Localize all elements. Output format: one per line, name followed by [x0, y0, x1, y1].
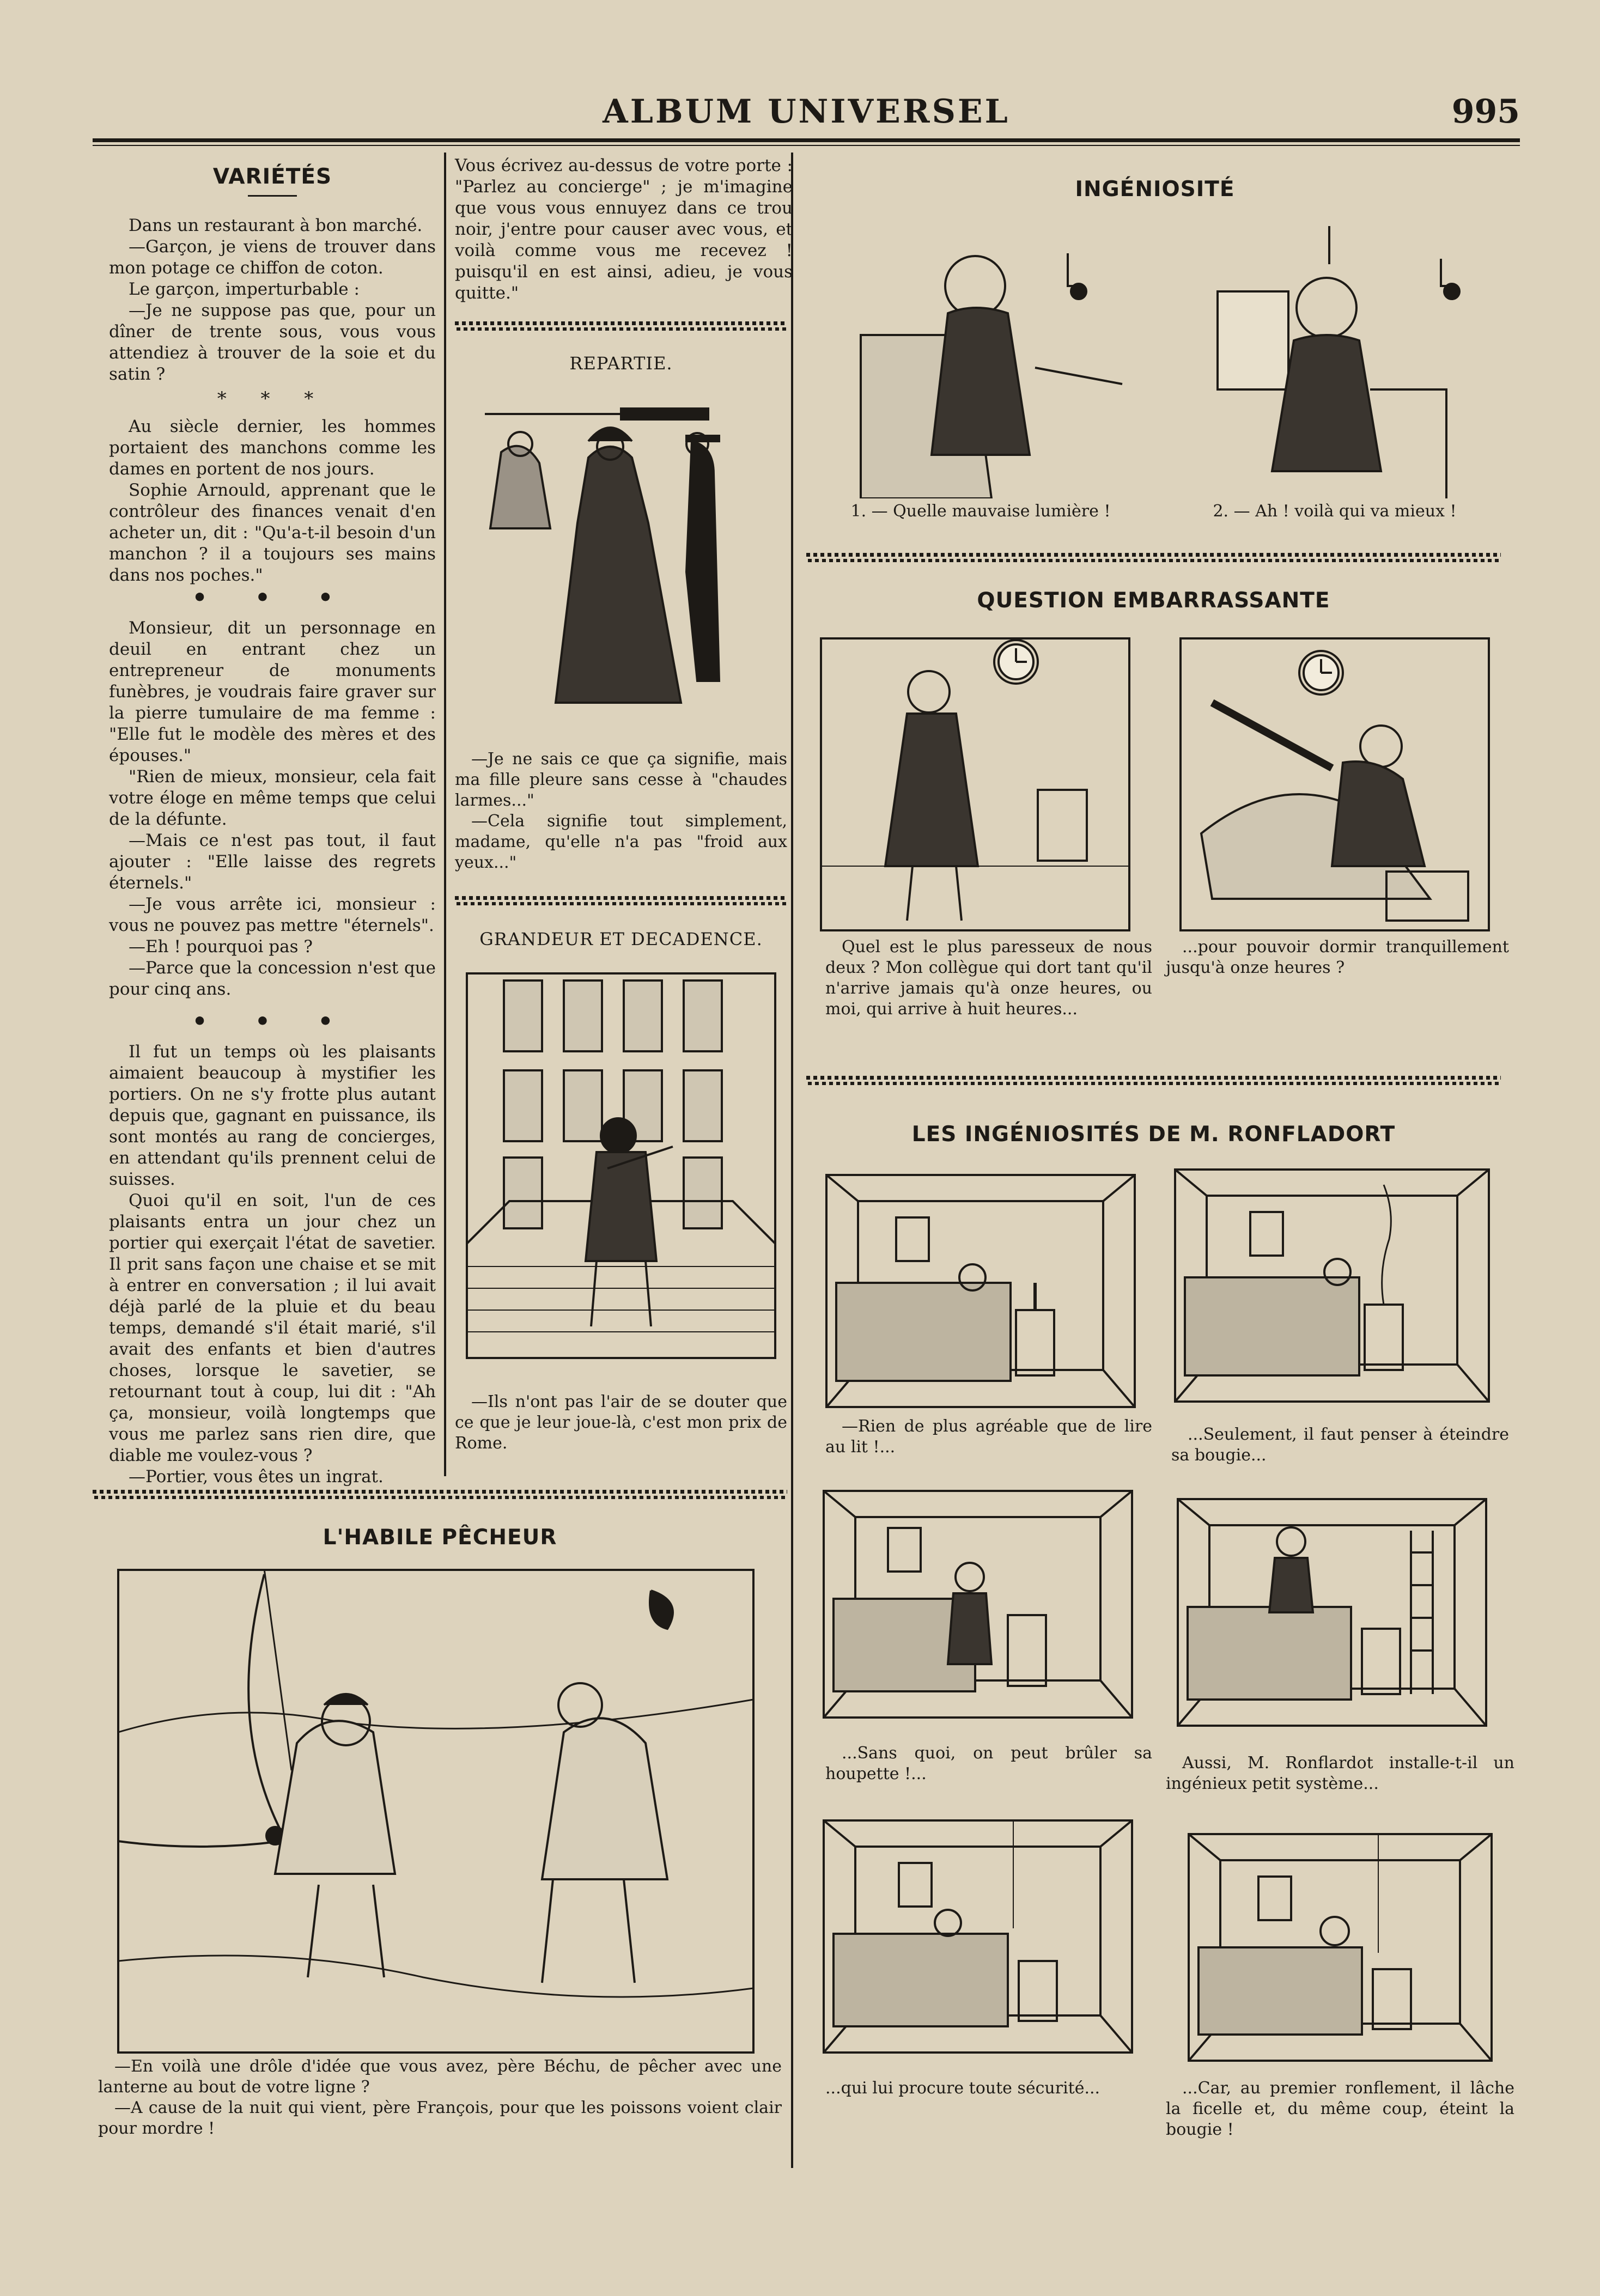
header-rule	[93, 138, 1520, 142]
pecheur-caption	[98, 2056, 782, 2139]
caption-line: ...pour pouvoir dormir tranquillement jusqu'à onze heures ?	[1166, 937, 1509, 977]
ornament-divider	[806, 1076, 1501, 1086]
caption-line: —Je ne sais ce que ça signifie, mais ma fille pleure sans cesse à "chaudes larmes..."	[455, 750, 787, 810]
ingeniosite-title: INGÉNIOSITÉ	[1075, 177, 1235, 202]
question-caption-1	[825, 937, 1152, 1020]
column-divider	[791, 153, 793, 2168]
caption-line: —Rien de plus agréable que de lire au lit !...	[825, 1417, 1152, 1457]
ornament-divider	[93, 1490, 787, 1500]
masthead	[93, 93, 1520, 142]
question-title: QUESTION EMBARRASSANTE	[977, 588, 1330, 613]
paragraph: —Parce que la concession n'est que pour cinq ans.	[109, 958, 436, 999]
ingeniosite-panel-1	[850, 226, 1128, 498]
ingeniosite-caption-1: 1. — Quelle mauvaise lumière !	[850, 502, 1111, 521]
ronfladort-caption-4	[1166, 1753, 1514, 1794]
caption-line: —A cause de la nuit qui vient, père François, pour que les poissons voient clair pour mordre !	[98, 2098, 782, 2138]
paragraph: Au siècle dernier, les hommes portaient des manchons comme les dames en portent de nos jours.	[109, 417, 436, 479]
ingeniosite-caption-2: 2. — Ah ! voilà qui va mieux !	[1213, 502, 1457, 521]
paragraph: Quoi qu'il en soit, l'un de ces plaisants entra un jour chez un portier qui exerçait l'état de savetier. Il prit sans façon une chaise et se mit à entrer en conversation ; il lui avait déjà parlé de la pluie et du beau temps, demandé s'il était marié, s'il avait des enfants et bien d'autres choses, lorsque le savetier, se retournant tout à coup, lui dit : "Ah ça, monsieur, voilà longtemps que vous me parlez sans rien dire, que diable me voulez-vous ?	[109, 1191, 436, 1465]
ronfladort-panel-5	[823, 1819, 1133, 2054]
header-rule-thin	[93, 145, 1520, 146]
ronfladort-panel-2	[1174, 1168, 1490, 1403]
caption-line: ...Car, au premier ronflement, il lâche la ficelle et, du même coup, éteint la bougie !	[1166, 2079, 1514, 2139]
caption-line: ...qui lui procure toute sécurité...	[825, 2079, 1100, 2098]
paragraph: —Je ne suppose pas que, pour un dîner de trente sous, vous vous attendiez à trouver de la soie et du satin ?	[109, 301, 436, 384]
ronfladort-title: LES INGÉNIOSITÉS DE M. RONFLADORT	[911, 1122, 1396, 1147]
paragraph: Dans un restaurant à bon marché.	[129, 216, 423, 235]
pecheur-illustration	[117, 1569, 755, 2054]
repartie-caption	[455, 749, 787, 873]
question-caption-2	[1166, 937, 1509, 978]
varietes-column	[109, 166, 436, 1488]
paragraph: Le garçon, imperturbable :	[129, 279, 360, 299]
paragraph: —Garçon, je viens de trouver dans mon potage ce chiffon de coton.	[109, 237, 436, 278]
ronfladort-panel-1	[825, 1174, 1136, 1408]
paragraph: Vous écrivez au-dessus de votre porte : "Parlez au concierge" ; je m'imagine que vous vous ennuyez dans ce trou noir, j'entre pour causer avec vous, et voilà comme vous me recevez ! puisqu'il en est ainsi, adieu, je vous quitte."	[455, 156, 793, 303]
caption-line: —Cela signifie tout simplement, madame, qu'elle n'a pas "froid aux yeux..."	[455, 812, 787, 872]
ronfladort-caption-1	[825, 1416, 1152, 1458]
separator: * * *	[217, 388, 328, 410]
paragraph: —Portier, vous êtes un ingrat.	[129, 1467, 384, 1487]
caption-line: —En voilà une drôle d'idée que vous avez, père Béchu, de pêcher avec une lanterne au bout de votre ligne ?	[98, 2057, 782, 2097]
paragraph: —Je vous arrête ici, monsieur : vous ne pouvez pas mettre "éternels".	[109, 894, 436, 935]
paragraph: —Eh ! pourquoi pas ?	[129, 937, 313, 957]
ronfladort-caption-3	[825, 1743, 1152, 1785]
column-divider	[444, 153, 446, 1476]
paragraph: —Mais ce n'est pas tout, il faut ajouter : "Elle laisse des regrets éternels."	[109, 831, 436, 893]
ornament-divider	[455, 896, 787, 906]
ronfladort-caption-6	[1166, 2078, 1514, 2140]
paragraph: "Rien de mieux, monsieur, cela fait votre éloge en même temps que celui de la défunte.	[109, 767, 436, 829]
separator: • • •	[192, 584, 353, 612]
ronfladort-caption-5	[809, 2078, 1136, 2099]
ronfladort-panel-4	[1177, 1498, 1487, 1727]
caption-line: —Ils n'ont pas l'air de se douter que ce que je leur joue-là, c'est mon prix de Rome.	[455, 1392, 787, 1453]
grandeur-illustration	[466, 972, 776, 1359]
separator: • • •	[192, 1008, 353, 1036]
question-panel-1	[820, 637, 1130, 931]
column-2-continuation	[455, 155, 793, 304]
varietes-title: VARIÉTÉS	[212, 165, 332, 189]
caption-line: ...Seulement, il faut penser à éteindre sa bougie...	[1171, 1425, 1509, 1465]
repartie-illustration	[479, 392, 763, 735]
ronfladort-panel-6	[1188, 1833, 1493, 2062]
ornament-divider	[806, 553, 1501, 563]
ingeniosite-panel-2	[1207, 226, 1490, 498]
paragraph: Monsieur, dit un personnage en deuil en entrant chez un entrepreneur de monuments funèbres, je voudrais faire graver sur la pierre tumulaire de ma femme : "Elle fut le modèle des mères et des épouses."	[109, 618, 436, 765]
caption-line: Aussi, M. Ronflardot installe-t-il un ingénieux petit système...	[1166, 1753, 1514, 1793]
caption-line: Quel est le plus paresseux de nous deux ? Mon collègue qui dort tant qu'il n'arrive jamais qu'à onze heures, ou moi, qui arrive à huit heures...	[825, 937, 1152, 1019]
grandeur-caption	[455, 1392, 787, 1454]
title-underline	[248, 195, 297, 197]
paragraph: Sophie Arnould, apprenant que le contrôleur des finances venait d'en acheter un, dit : "Qu'a-t-il besoin d'un manchon ? il a toujours ses mains dans nos poches."	[109, 480, 436, 585]
grandeur-title: GRANDEUR ET DECADENCE.	[479, 929, 763, 949]
ronfladort-caption-2	[1171, 1424, 1509, 1466]
ornament-divider	[455, 321, 787, 331]
journal-title: ALBUM UNIVERSEL	[603, 93, 1010, 131]
page-number: 995	[1451, 93, 1520, 131]
paragraph: Il fut un temps où les plaisants aimaient beaucoup à mystifier les portiers. On ne s'y frotte plus autant depuis que, gagnant en puissance, ils sont montés au rang de concierges, en attendant qu'ils prennent celui de suisses.	[109, 1042, 436, 1189]
question-panel-2	[1179, 637, 1490, 931]
ronfladort-panel-3	[823, 1490, 1133, 1719]
pecheur-title: L'HABILE PÊCHEUR	[323, 1525, 557, 1550]
repartie-title: REPARTIE.	[569, 353, 673, 374]
caption-line: ...Sans quoi, on peut brûler sa houpette !...	[825, 1744, 1152, 1783]
